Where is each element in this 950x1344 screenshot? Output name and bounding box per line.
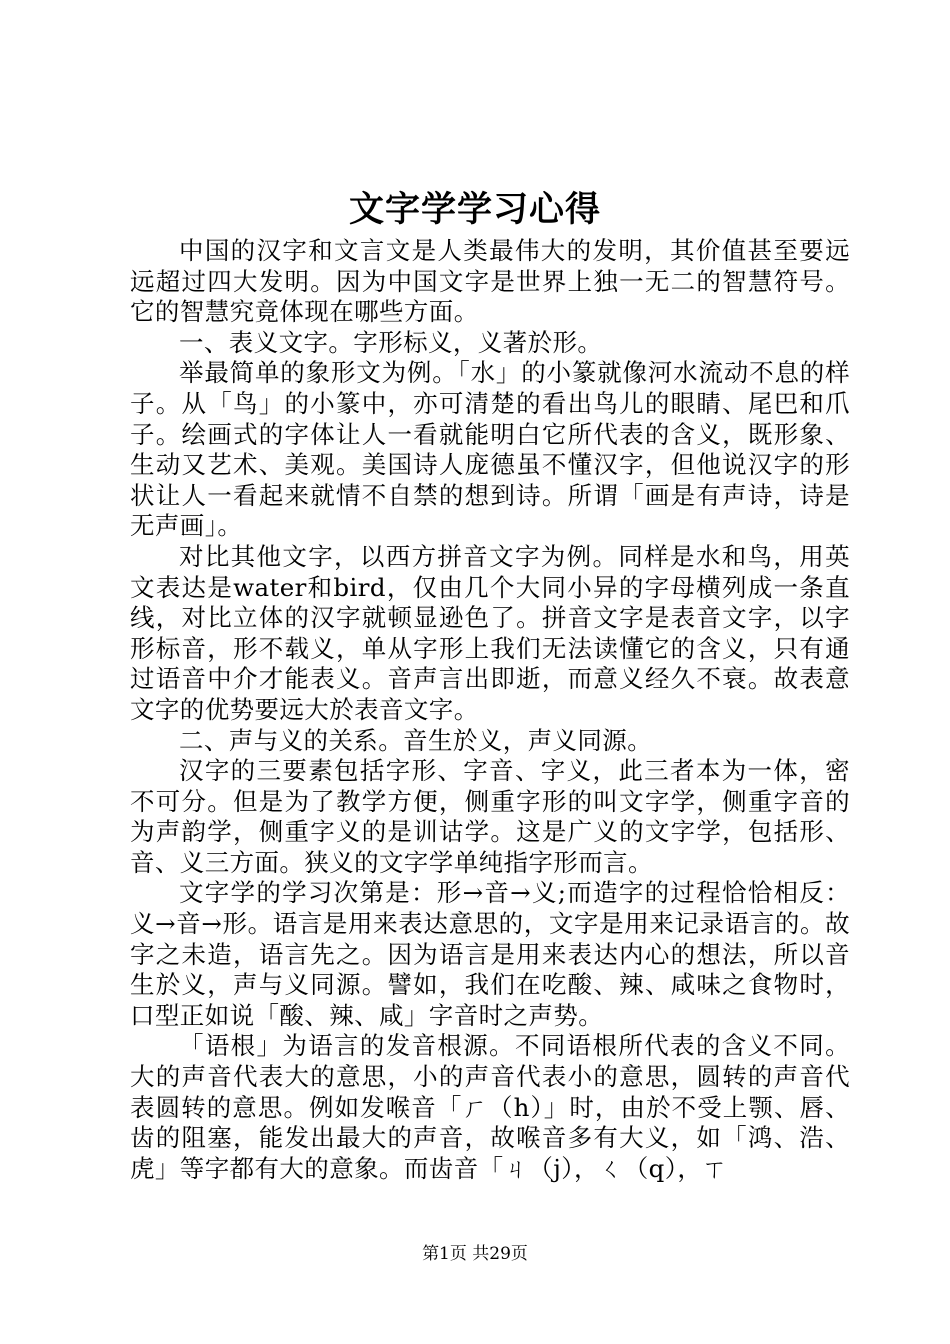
section-heading: 二、声与义的关系。音生於义，声义同源。 [179,725,653,755]
paragraph: 文字学的学习次第是：形→音→义;而造字的过程恰恰相反：义→音→形。语言是用来表达意思的，文字是用来记录语言的。故字之未造，语言先之。因为语言是用来表达内心的想法，所以音生於义，声与义同源。譬如，我们在吃酸、辣、咸味之食物时，口型正如说「酸、辣、咸」字音时之声势。 [130,878,850,1030]
page-footer: 第1页 共29页 [422,1244,528,1264]
paragraph: 中国的汉字和文言文是人类最伟大的发明，其价值甚至要远远超过四大发明。因为中国文字是世界上独一无二的智慧符号。它的智慧究竟体现在哪些方面。 [130,236,850,327]
paragraph: 举最简单的象形文为例。「水」的小篆就像河水流动不息的样子。从「鸟」的小篆中，亦可清楚的看出鸟儿的眼睛、尾巴和爪子。绘画式的字体让人一看就能明白它所代表的含义，既形象、生动又艺术、美观。美国诗人庞德虽不懂汉字，但他说汉字的形状让人一看起来就情不自禁的想到诗。所谓「画是有声诗，诗是无声画」。 [130,358,850,541]
section-heading: 一、表义文字。字形标义，义著於形。 [179,327,603,357]
paragraph: 「语根」为语言的发音根源。不同语根所代表的含义不同。大的声音代表大的意思，小的声音代表小的意思，圆转的声音代表圆转的意思。例如发喉音「ㄏ（h）」时，由於不受上颚、唇、齿的阻塞，能发出最大的声音，故喉音多有大义，如「鸿、浩、虎」等字都有大的意象。而齿音「ㄐ（j），ㄑ（q），ㄒ [130,1031,850,1183]
paragraph: 对比其他文字，以西方拼音文字为例。同样是水和鸟，用英文表达是water和bird，仅由几个大同小异的字母横列成一条直线，对比立体的汉字就顿显逊色了。拼音文字是表音文字，以字形标音，形不载义，单从字形上我们无法读懂它的含义，只有通过语音中介才能表义。音声言出即逝，而意义经久不衰。故表意文字的优势要远大於表音文字。 [130,541,850,724]
document-body [130,236,850,1184]
document-title: 文字学学习心得 [348,189,601,230]
paragraph: 汉字的三要素包括字形、字音、字义，此三者本为一体，密不可分。但是为了教学方便，侧重字形的叫文字学，侧重字音的为声韵学，侧重字义的是训诂学。这是广义的文字学，包括形、音、义三方面。狭义的文字学单纯指字形而言。 [130,756,850,877]
